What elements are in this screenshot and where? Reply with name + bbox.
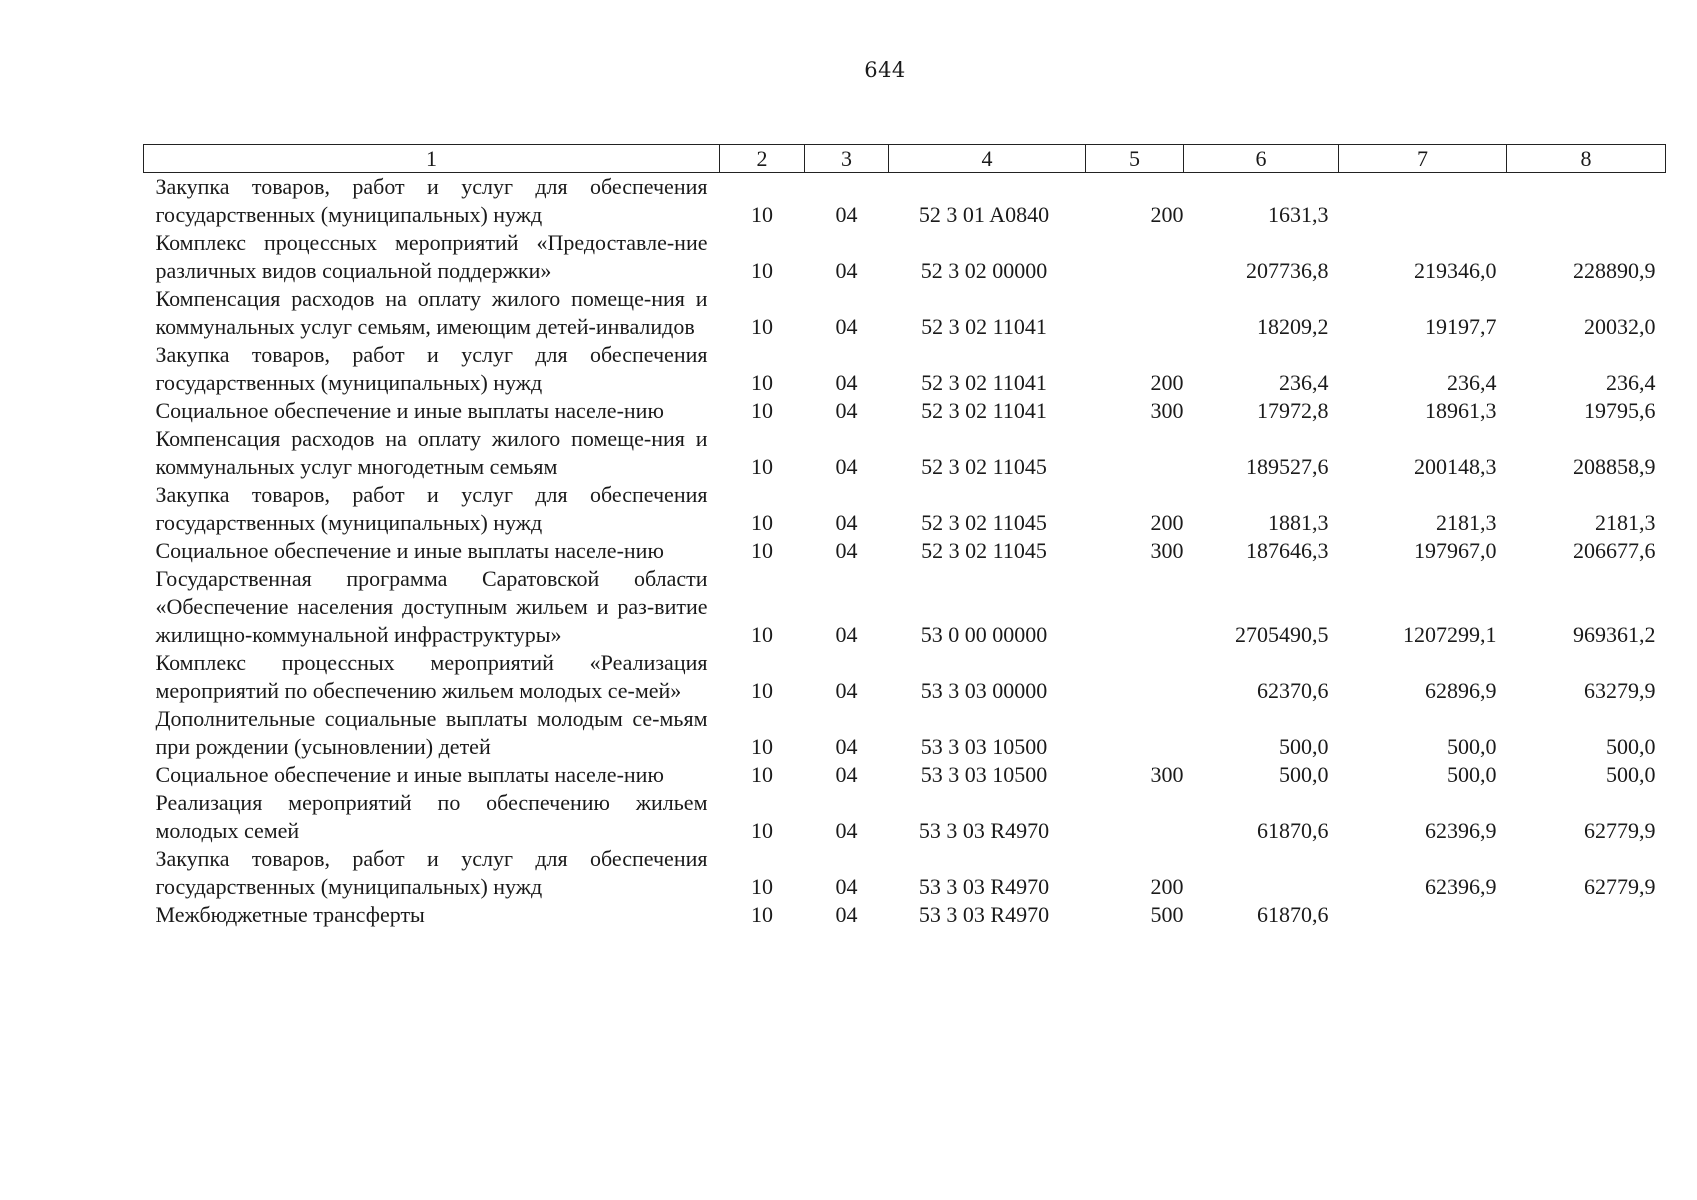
target-article-code: 52 3 02 11041 — [921, 398, 1047, 423]
amount-col-6: 1881,3 — [1268, 510, 1329, 535]
table-row — [144, 173, 1666, 230]
amount-col-6: 17972,8 — [1257, 398, 1329, 423]
amount-col-8: 500,0 — [1606, 762, 1656, 787]
amount-col-7: 1207299,1 — [1403, 622, 1497, 647]
amount-col-8: 206677,6 — [1573, 538, 1656, 563]
expense-type-code — [1086, 649, 1184, 705]
expense-type-code: 200 — [1150, 874, 1184, 899]
table-row — [144, 285, 1666, 341]
amount-col-7: 219346,0 — [1414, 258, 1497, 283]
expense-type-code: 200 — [1150, 370, 1184, 395]
section-code: 10 — [751, 622, 773, 647]
amount-col-6: 62370,6 — [1257, 678, 1329, 703]
subsection-code: 04 — [835, 762, 858, 787]
expense-type-code — [1086, 565, 1184, 649]
amount-col-7: 19197,7 — [1425, 314, 1497, 339]
amount-col-7 — [1339, 173, 1507, 230]
row-description: Реализация мероприятий по обеспечению жильем молодых семей — [155, 790, 708, 843]
target-article-code: 53 3 03 R4970 — [918, 874, 1050, 899]
column-header-2: 2 — [720, 145, 805, 173]
target-article-code: 53 3 03 R4970 — [918, 818, 1050, 843]
row-description: Компенсация расходов на оплату жилого помеще-ния и коммунальных услуг многодетным семьям — [155, 426, 708, 479]
column-header-7: 7 — [1339, 145, 1507, 173]
amount-col-6: 189527,6 — [1246, 454, 1329, 479]
amount-col-6 — [1184, 845, 1339, 901]
section-code: 10 — [751, 454, 773, 479]
amount-col-8 — [1507, 173, 1666, 230]
table-row — [144, 789, 1666, 845]
expense-type-code — [1086, 425, 1184, 481]
target-article-code: 52 3 02 11041 — [921, 314, 1047, 339]
amount-col-8: 236,4 — [1606, 370, 1656, 395]
amount-col-6: 236,4 — [1279, 370, 1329, 395]
column-header-5: 5 — [1086, 145, 1184, 173]
row-description: Социальное обеспечение и иные выплаты населе-нию — [155, 398, 664, 423]
amount-col-6: 2705490,5 — [1235, 622, 1329, 647]
subsection-code: 04 — [835, 538, 858, 563]
table-row — [144, 481, 1666, 537]
expense-type-code: 300 — [1150, 398, 1184, 423]
target-article-code: 52 3 02 00000 — [920, 258, 1048, 283]
row-description: Закупка товаров, работ и услуг для обеспечения государственных (муниципальных) нужд — [155, 846, 708, 899]
target-article-code: 52 3 02 11041 — [921, 370, 1047, 395]
row-description: Социальное обеспечение и иные выплаты населе-нию — [155, 538, 664, 563]
amount-col-8: 228890,9 — [1573, 258, 1656, 283]
section-code: 10 — [751, 902, 773, 927]
row-description: Закупка товаров, работ и услуг для обеспечения государственных (муниципальных) нужд — [155, 174, 708, 227]
expense-type-code — [1086, 285, 1184, 341]
target-article-code: 52 3 02 11045 — [921, 454, 1047, 479]
subsection-code: 04 — [835, 454, 858, 479]
amount-col-8: 63279,9 — [1584, 678, 1656, 703]
amount-col-8: 208858,9 — [1573, 454, 1656, 479]
amount-col-7: 62396,9 — [1425, 818, 1497, 843]
target-article-code: 53 3 03 00000 — [920, 678, 1048, 703]
amount-col-6: 500,0 — [1279, 734, 1329, 759]
section-code: 10 — [751, 874, 773, 899]
amount-col-6: 187646,3 — [1246, 538, 1329, 563]
table-row — [144, 845, 1666, 901]
column-header-1: 1 — [144, 145, 720, 173]
subsection-code: 04 — [835, 874, 858, 899]
expense-type-code — [1086, 789, 1184, 845]
amount-col-8: 62779,9 — [1584, 818, 1656, 843]
row-description: Дополнительные социальные выплаты молодым се-мьям при рождении (усыновлении) детей — [155, 706, 708, 759]
section-code: 10 — [751, 314, 773, 339]
section-code: 10 — [751, 538, 773, 563]
target-article-code: 53 3 03 R4970 — [918, 902, 1050, 927]
target-article-code: 53 3 03 10500 — [920, 734, 1048, 759]
amount-col-7: 500,0 — [1447, 734, 1497, 759]
subsection-code: 04 — [835, 370, 858, 395]
amount-col-6: 1631,3 — [1268, 202, 1329, 227]
target-article-code: 52 3 02 11045 — [921, 538, 1047, 563]
amount-col-7: 236,4 — [1447, 370, 1497, 395]
expense-type-code: 500 — [1150, 902, 1184, 927]
table-row — [144, 649, 1666, 705]
subsection-code: 04 — [835, 622, 858, 647]
row-description: Закупка товаров, работ и услуг для обеспечения государственных (муниципальных) нужд — [155, 482, 708, 535]
amount-col-8: 19795,6 — [1584, 398, 1656, 423]
row-description: Компенсация расходов на оплату жилого помеще-ния и коммунальных услуг семьям, имеющим детей-инвалидов — [155, 286, 708, 339]
subsection-code: 04 — [835, 510, 858, 535]
subsection-code: 04 — [835, 258, 858, 283]
expense-type-code — [1086, 229, 1184, 285]
subsection-code: 04 — [835, 734, 858, 759]
table-row — [144, 761, 1666, 789]
amount-col-6: 18209,2 — [1257, 314, 1329, 339]
row-description: Социальное обеспечение и иные выплаты населе-нию — [155, 762, 664, 787]
row-description: Межбюджетные трансферты — [155, 902, 425, 927]
table-row — [144, 397, 1666, 425]
amount-col-8: 62779,9 — [1584, 874, 1656, 899]
section-code: 10 — [751, 818, 773, 843]
expense-type-code: 200 — [1150, 202, 1184, 227]
target-article-code: 52 3 02 11045 — [921, 510, 1047, 535]
page-number: 644 — [864, 58, 906, 82]
expense-type-code — [1086, 705, 1184, 761]
section-code: 10 — [751, 258, 773, 283]
target-article-code: 53 3 03 10500 — [920, 762, 1048, 787]
table-row — [144, 229, 1666, 285]
subsection-code: 04 — [835, 678, 858, 703]
amount-col-8: 2181,3 — [1595, 510, 1656, 535]
row-description: Государственная программа Саратовской области «Обеспечение населения доступным жильем и раз-витие жилищно-коммунальной инфраструктуры» — [155, 566, 708, 647]
amount-col-7: 18961,3 — [1425, 398, 1497, 423]
amount-col-8: 969361,2 — [1573, 622, 1656, 647]
target-article-code: 52 3 01 A0840 — [918, 202, 1050, 227]
subsection-code: 04 — [835, 202, 858, 227]
expense-type-code: 300 — [1150, 538, 1184, 563]
subsection-code: 04 — [835, 398, 858, 423]
amount-col-8 — [1507, 901, 1666, 929]
section-code: 10 — [751, 510, 773, 535]
amount-col-7: 200148,3 — [1414, 454, 1497, 479]
header-row — [144, 145, 1666, 173]
table-row — [144, 425, 1666, 481]
section-code: 10 — [751, 370, 773, 395]
section-code: 10 — [751, 734, 773, 759]
amount-col-7: 62896,9 — [1425, 678, 1497, 703]
amount-col-6: 207736,8 — [1246, 258, 1329, 283]
target-article-code: 53 0 00 00000 — [920, 622, 1048, 647]
section-code: 10 — [751, 398, 773, 423]
amount-col-7 — [1339, 901, 1507, 929]
column-header-8: 8 — [1507, 145, 1666, 173]
subsection-code: 04 — [835, 902, 858, 927]
budget-table — [143, 144, 1666, 929]
subsection-code: 04 — [835, 314, 858, 339]
amount-col-7: 500,0 — [1447, 762, 1497, 787]
amount-col-6: 500,0 — [1279, 762, 1329, 787]
table-row — [144, 565, 1666, 649]
subsection-code: 04 — [835, 818, 858, 843]
table-body — [144, 173, 1666, 930]
amount-col-7: 62396,9 — [1425, 874, 1497, 899]
row-description: Закупка товаров, работ и услуг для обеспечения государственных (муниципальных) нужд — [155, 342, 708, 395]
row-description: Комплекс процессных мероприятий «Предоставле-ние различных видов социальной поддержки» — [155, 230, 708, 283]
column-header-4: 4 — [889, 145, 1086, 173]
section-code: 10 — [751, 762, 773, 787]
section-code: 10 — [751, 678, 773, 703]
amount-col-7: 2181,3 — [1436, 510, 1497, 535]
column-header-6: 6 — [1184, 145, 1339, 173]
column-header-3: 3 — [805, 145, 889, 173]
amount-col-6: 61870,6 — [1257, 902, 1329, 927]
amount-col-6: 61870,6 — [1257, 818, 1329, 843]
table-row — [144, 341, 1666, 397]
expense-type-code: 200 — [1150, 510, 1184, 535]
amount-col-7: 197967,0 — [1414, 538, 1497, 563]
table-row — [144, 537, 1666, 565]
amount-col-8: 20032,0 — [1584, 314, 1656, 339]
row-description: Комплекс процессных мероприятий «Реализация мероприятий по обеспечению жильем молодых се-мей» — [155, 650, 708, 703]
table-header — [144, 145, 1666, 173]
expense-type-code: 300 — [1150, 762, 1184, 787]
amount-col-8: 500,0 — [1606, 734, 1656, 759]
section-code: 10 — [751, 202, 773, 227]
table-row — [144, 901, 1666, 929]
table-row — [144, 705, 1666, 761]
